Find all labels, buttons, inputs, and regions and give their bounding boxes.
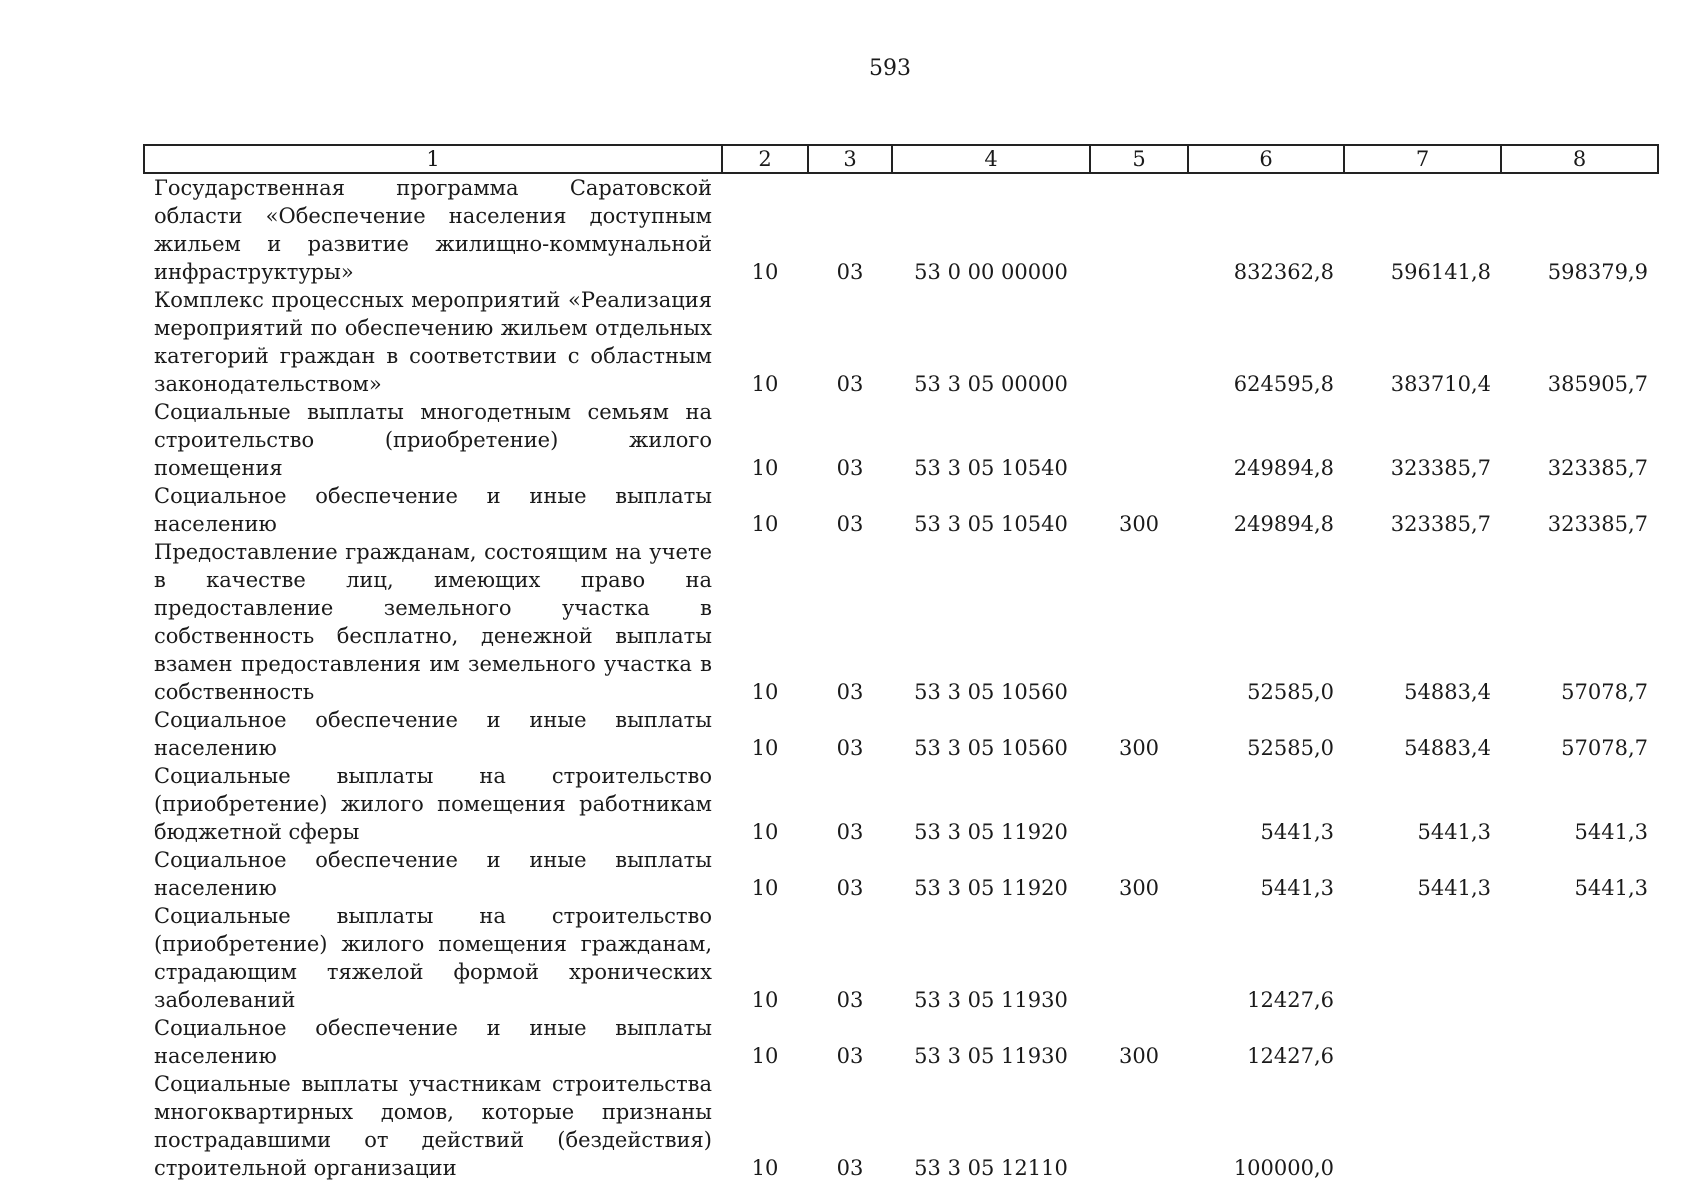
amount-year-3: 5441,3 bbox=[1574, 820, 1648, 844]
page-number: 593 bbox=[869, 56, 911, 81]
expense-type-code: 300 bbox=[1118, 876, 1160, 900]
subsection-code: 03 bbox=[836, 820, 864, 844]
amount-year-3: 323385,7 bbox=[1547, 456, 1648, 480]
expense-type-code bbox=[1090, 286, 1188, 398]
amount-year-2: 323385,7 bbox=[1390, 512, 1491, 536]
amount-year-3: 57078,7 bbox=[1561, 736, 1648, 760]
amount-year-1: 52585,0 bbox=[1247, 736, 1334, 760]
expense-type-code: 300 bbox=[1118, 736, 1160, 760]
expense-type-code bbox=[1090, 762, 1188, 846]
table-row bbox=[144, 173, 1658, 286]
row-description: Социальное обеспечение и иные выплаты населению bbox=[154, 708, 712, 760]
target-article-code: 53 3 05 00000 bbox=[914, 372, 1068, 396]
column-header-1: 1 bbox=[144, 145, 722, 173]
subsection-code: 03 bbox=[836, 1044, 864, 1068]
row-description: Социальное обеспечение и иные выплаты населению bbox=[154, 1016, 712, 1068]
amount-year-3 bbox=[1501, 1014, 1658, 1070]
subsection-code: 03 bbox=[836, 680, 864, 704]
expense-type-code bbox=[1090, 173, 1188, 286]
amount-year-2: 323385,7 bbox=[1390, 456, 1491, 480]
subsection-code: 03 bbox=[836, 260, 864, 284]
amount-year-1: 249894,8 bbox=[1233, 456, 1334, 480]
table-row bbox=[144, 1070, 1658, 1182]
section-code: 10 bbox=[751, 372, 779, 396]
table-row bbox=[144, 706, 1658, 762]
section-code: 10 bbox=[751, 1156, 779, 1180]
amount-year-3: 57078,7 bbox=[1561, 680, 1648, 704]
row-description: Государственная программа Саратовской области «Обеспечение населения доступным жильем и развитие жилищно-коммунальной инфраструктуры» bbox=[154, 176, 712, 284]
amount-year-3: 598379,9 bbox=[1547, 260, 1648, 284]
row-description: Социальные выплаты на строительство (приобретение) жилого помещения гражданам, страдающим тяжелой формой хронических заболеваний bbox=[154, 904, 712, 1012]
amount-year-1: 100000,0 bbox=[1233, 1156, 1334, 1180]
table-row bbox=[144, 1014, 1658, 1070]
section-code: 10 bbox=[751, 456, 779, 480]
amount-year-3 bbox=[1501, 902, 1658, 1014]
target-article-code: 53 3 05 10560 bbox=[914, 680, 1068, 704]
table-row bbox=[144, 286, 1658, 398]
row-description: Социальное обеспечение и иные выплаты населению bbox=[154, 848, 712, 900]
subsection-code: 03 bbox=[836, 512, 864, 536]
section-code: 10 bbox=[751, 680, 779, 704]
table-header bbox=[144, 145, 1658, 173]
amount-year-3 bbox=[1501, 1070, 1658, 1182]
subsection-code: 03 bbox=[836, 456, 864, 480]
row-description: Социальные выплаты участникам строительства многоквартирных домов, которые признаны пострадавшими от действий (бездействия) строительной организации bbox=[154, 1072, 712, 1180]
row-description: Социальное обеспечение и иные выплаты населению bbox=[154, 484, 712, 536]
section-code: 10 bbox=[751, 876, 779, 900]
target-article-code: 53 3 05 11920 bbox=[914, 876, 1068, 900]
target-article-code: 53 3 05 11930 bbox=[914, 1044, 1068, 1068]
section-code: 10 bbox=[751, 260, 779, 284]
expense-type-code bbox=[1090, 1070, 1188, 1182]
column-header-5: 5 bbox=[1090, 145, 1188, 173]
table-row bbox=[144, 902, 1658, 1014]
target-article-code: 53 3 05 12110 bbox=[914, 1156, 1068, 1180]
column-header-7: 7 bbox=[1344, 145, 1501, 173]
row-description: Комплекс процессных мероприятий «Реализация мероприятий по обеспечению жильем отдельных категорий граждан в соответствии с областным законодательством» bbox=[154, 288, 712, 396]
target-article-code: 53 3 05 10560 bbox=[914, 736, 1068, 760]
amount-year-1: 52585,0 bbox=[1247, 680, 1334, 704]
expense-type-code bbox=[1090, 902, 1188, 1014]
row-description: Социальные выплаты на строительство (приобретение) жилого помещения работникам бюджетной сферы bbox=[154, 764, 712, 844]
column-header-3: 3 bbox=[808, 145, 892, 173]
amount-year-1: 12427,6 bbox=[1247, 988, 1334, 1012]
amount-year-2 bbox=[1344, 1014, 1501, 1070]
expense-type-code bbox=[1090, 398, 1188, 482]
amount-year-1: 624595,8 bbox=[1233, 372, 1334, 396]
amount-year-1: 249894,8 bbox=[1233, 512, 1334, 536]
amount-year-2: 383710,4 bbox=[1390, 372, 1491, 396]
row-description: Социальные выплаты многодетным семьям на строительство (приобретение) жилого помещения bbox=[154, 400, 712, 480]
table-body bbox=[144, 173, 1658, 1182]
header-row bbox=[144, 145, 1658, 173]
subsection-code: 03 bbox=[836, 736, 864, 760]
amount-year-3: 5441,3 bbox=[1574, 876, 1648, 900]
subsection-code: 03 bbox=[836, 1156, 864, 1180]
column-header-8: 8 bbox=[1501, 145, 1658, 173]
amount-year-2: 54883,4 bbox=[1404, 736, 1491, 760]
expense-type-code: 300 bbox=[1118, 1044, 1160, 1068]
subsection-code: 03 bbox=[836, 988, 864, 1012]
amount-year-2 bbox=[1344, 1070, 1501, 1182]
amount-year-2: 596141,8 bbox=[1390, 260, 1491, 284]
table-row bbox=[144, 398, 1658, 482]
target-article-code: 53 3 05 10540 bbox=[914, 456, 1068, 480]
section-code: 10 bbox=[751, 988, 779, 1012]
amount-year-1: 832362,8 bbox=[1233, 260, 1334, 284]
amount-year-2: 5441,3 bbox=[1417, 876, 1491, 900]
target-article-code: 53 3 05 11920 bbox=[914, 820, 1068, 844]
amount-year-3: 385905,7 bbox=[1547, 372, 1648, 396]
amount-year-1: 12427,6 bbox=[1247, 1044, 1334, 1068]
amount-year-3: 323385,7 bbox=[1547, 512, 1648, 536]
target-article-code: 53 3 05 11930 bbox=[914, 988, 1068, 1012]
expense-type-code bbox=[1090, 538, 1188, 706]
subsection-code: 03 bbox=[836, 372, 864, 396]
column-header-6: 6 bbox=[1188, 145, 1344, 173]
table-row bbox=[144, 762, 1658, 846]
section-code: 10 bbox=[751, 1044, 779, 1068]
target-article-code: 53 0 00 00000 bbox=[914, 260, 1068, 284]
column-header-4: 4 bbox=[892, 145, 1090, 173]
amount-year-2 bbox=[1344, 902, 1501, 1014]
table-row bbox=[144, 846, 1658, 902]
amount-year-2: 5441,3 bbox=[1417, 820, 1491, 844]
section-code: 10 bbox=[751, 512, 779, 536]
section-code: 10 bbox=[751, 820, 779, 844]
amount-year-1: 5441,3 bbox=[1260, 820, 1334, 844]
expense-type-code: 300 bbox=[1118, 512, 1160, 536]
table-row bbox=[144, 482, 1658, 538]
budget-table bbox=[143, 144, 1659, 1182]
table-row bbox=[144, 538, 1658, 706]
amount-year-2: 54883,4 bbox=[1404, 680, 1491, 704]
section-code: 10 bbox=[751, 736, 779, 760]
amount-year-1: 5441,3 bbox=[1260, 876, 1334, 900]
column-header-2: 2 bbox=[722, 145, 808, 173]
subsection-code: 03 bbox=[836, 876, 864, 900]
target-article-code: 53 3 05 10540 bbox=[914, 512, 1068, 536]
row-description: Предоставление гражданам, состоящим на учете в качестве лиц, имеющих право на предоставление земельного участка в собственность бесплатно, денежной выплаты взамен предоставления им земельного участка в собственность bbox=[154, 540, 712, 704]
